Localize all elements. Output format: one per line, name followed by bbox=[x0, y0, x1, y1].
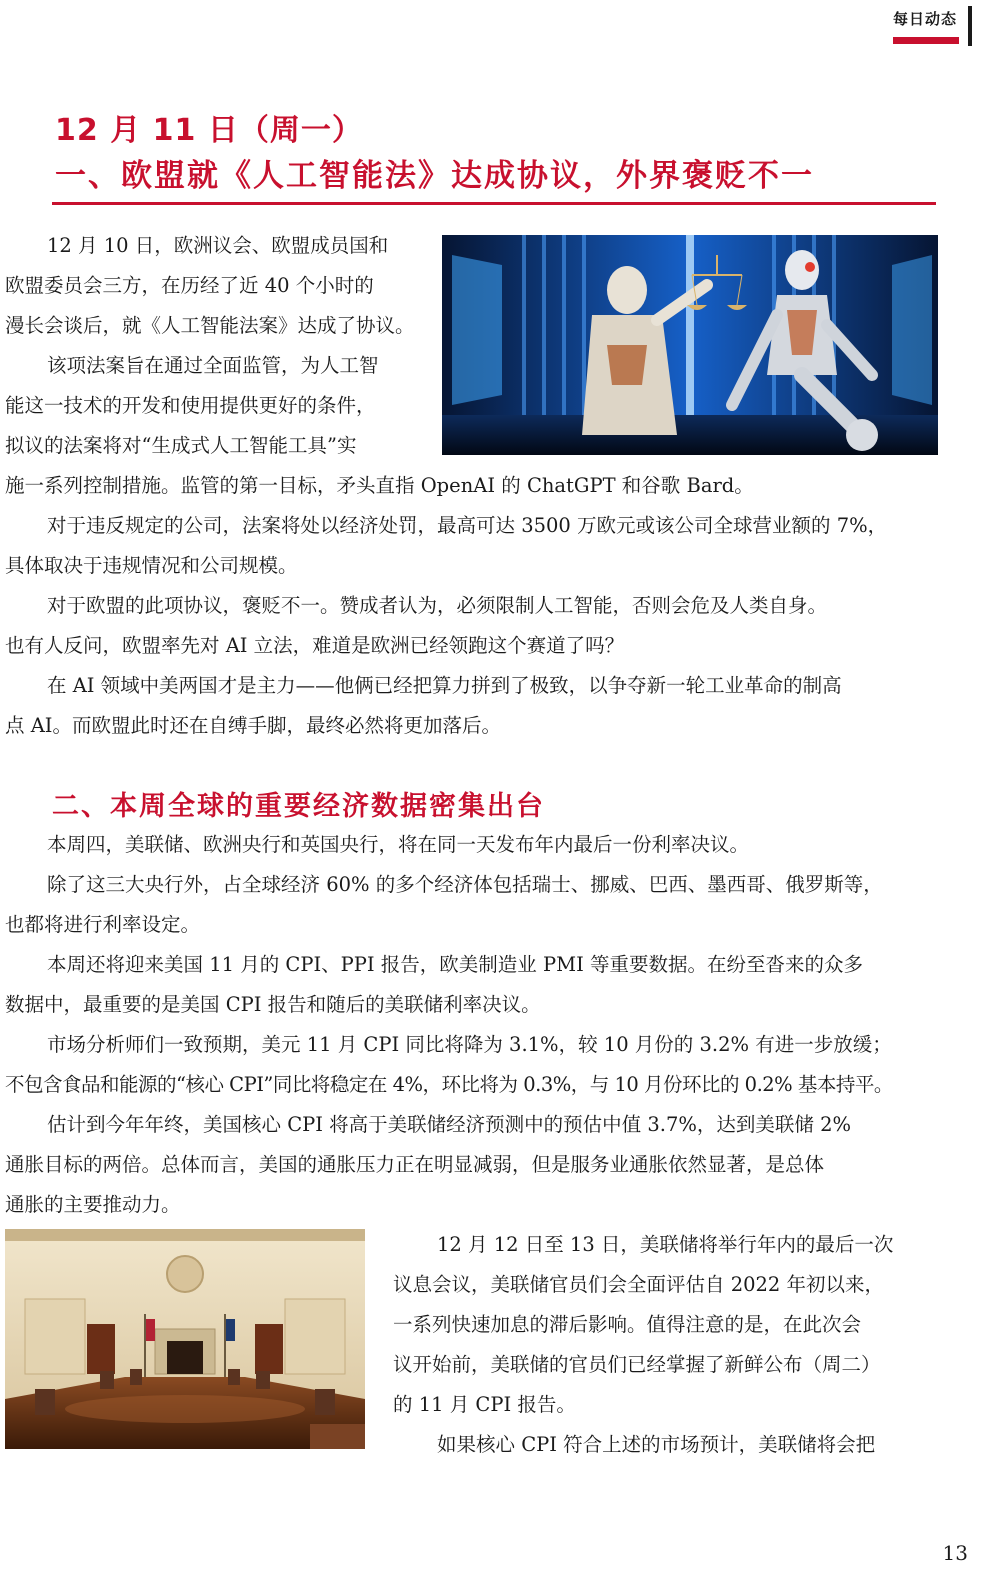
section2-line: 通胀的主要推动力。 bbox=[5, 1193, 181, 1216]
section2-line: 议息会议，美联储官员们会全面评估自 2022 年初以来， bbox=[393, 1273, 885, 1296]
section1-line: 在 AI 领域中美两国才是主力——他俩已经把算力拼到了极致，以争夺新一轮工业革命的制高 bbox=[47, 674, 842, 697]
header-black-bar bbox=[968, 6, 972, 46]
fed-boardroom-image bbox=[5, 1229, 365, 1449]
section1-line: 欧盟委员会三方，在历经了近 40 个小时的 bbox=[5, 274, 374, 297]
section2-line: 除了这三大央行外，占全球经济 60% 的多个经济体包括瑞士、挪威、巴西、墨西哥、俄罗斯等， bbox=[47, 873, 883, 896]
justice-vs-robot-image bbox=[442, 235, 938, 455]
section1-line: 拟议的法案将对“生成式人工智能工具”实 bbox=[5, 434, 357, 457]
section2-line: 本周还将迎来美国 11 月的 CPI、PPI 报告，欧美制造业 PMI 等重要数据。在纷至沓来的众多 bbox=[47, 953, 863, 976]
section1-line: 施一系列控制措施。监管的第一目标，矛头直指 OpenAI 的 ChatGPT 和谷歌 Bard。 bbox=[5, 474, 754, 497]
section1-line: 对于欧盟的此项协议，褒贬不一。赞成者认为，必须限制人工智能，否则会危及人类自身。 bbox=[47, 594, 828, 617]
section1-title: 一、欧盟就《人工智能法》达成协议，外界褒贬不一 bbox=[55, 158, 814, 194]
section2-line: 本周四，美联储、欧洲央行和英国央行，将在同一天发布年内最后一份利率决议。 bbox=[47, 833, 750, 856]
header-red-rule bbox=[893, 37, 959, 44]
section2-line: 一系列快速加息的滞后影响。值得注意的是，在此次会 bbox=[393, 1313, 862, 1336]
section2-line: 估计到今年年终，美国核心 CPI 将高于美联储经济预测中的预估中值 3.7%，达到美联储 2% bbox=[47, 1113, 852, 1136]
section1-divider bbox=[52, 202, 936, 205]
section2-line: 市场分析师们一致预期，美元 11 月 CPI 同比将降为 3.1%，较 10 月份的 3.2% 有进一步放缓； bbox=[47, 1033, 892, 1056]
header-label: 每日动态 bbox=[893, 10, 958, 28]
section1-line: 能这一技术的开发和使用提供更好的条件， bbox=[5, 394, 376, 417]
section1-line: 该项法案旨在通过全面监管，为人工智 bbox=[47, 354, 379, 377]
section1-line: 也有人反问，欧盟率先对 AI 立法，难道是欧洲已经领跑这个赛道了吗？ bbox=[5, 634, 625, 657]
section2-line: 的 11 月 CPI 报告。 bbox=[393, 1393, 576, 1416]
section2-line: 通胀目标的两倍。总体而言，美国的通胀压力正在明显减弱，但是服务业通胀依然显著，是总体 bbox=[5, 1153, 825, 1176]
section2-line: 如果核心 CPI 符合上述的市场预计，美联储将会把 bbox=[437, 1433, 876, 1456]
section1-line: 具体取决于违规情况和公司规模。 bbox=[5, 554, 298, 577]
section2-line: 数据中，最重要的是美国 CPI 报告和随后的美联储利率决议。 bbox=[5, 993, 541, 1016]
section2-line: 也都将进行利率设定。 bbox=[5, 913, 201, 936]
date-title: 12 月 11 日（周一） bbox=[55, 113, 363, 148]
section2-line: 不包含食品和能源的“核心 CPI”同比将稳定在 4%，环比将为 0.3%，与 10 月份环比的 0.2% 基本持平。 bbox=[5, 1073, 893, 1096]
page-number: 13 bbox=[942, 1541, 968, 1565]
section1-line: 漫长会谈后，就《人工智能法案》达成了协议。 bbox=[5, 314, 415, 337]
section2-line: 议开始前，美联储的官员们已经掌握了新鲜公布（周二） bbox=[393, 1353, 881, 1376]
section1-line: 点 AI。而欧盟此时还在自缚手脚，最终必然将更加落后。 bbox=[5, 714, 501, 737]
section2-line: 12 月 12 日至 13 日，美联储将举行年内的最后一次 bbox=[437, 1233, 894, 1256]
section2-title: 二、本周全球的重要经济数据密集出台 bbox=[52, 791, 545, 822]
section1-line: 12 月 10 日，欧洲议会、欧盟成员国和 bbox=[47, 234, 389, 257]
section1-line: 对于违反规定的公司，法案将处以经济处罚，最高可达 3500 万欧元或该公司全球营业额的 7%， bbox=[47, 514, 888, 537]
